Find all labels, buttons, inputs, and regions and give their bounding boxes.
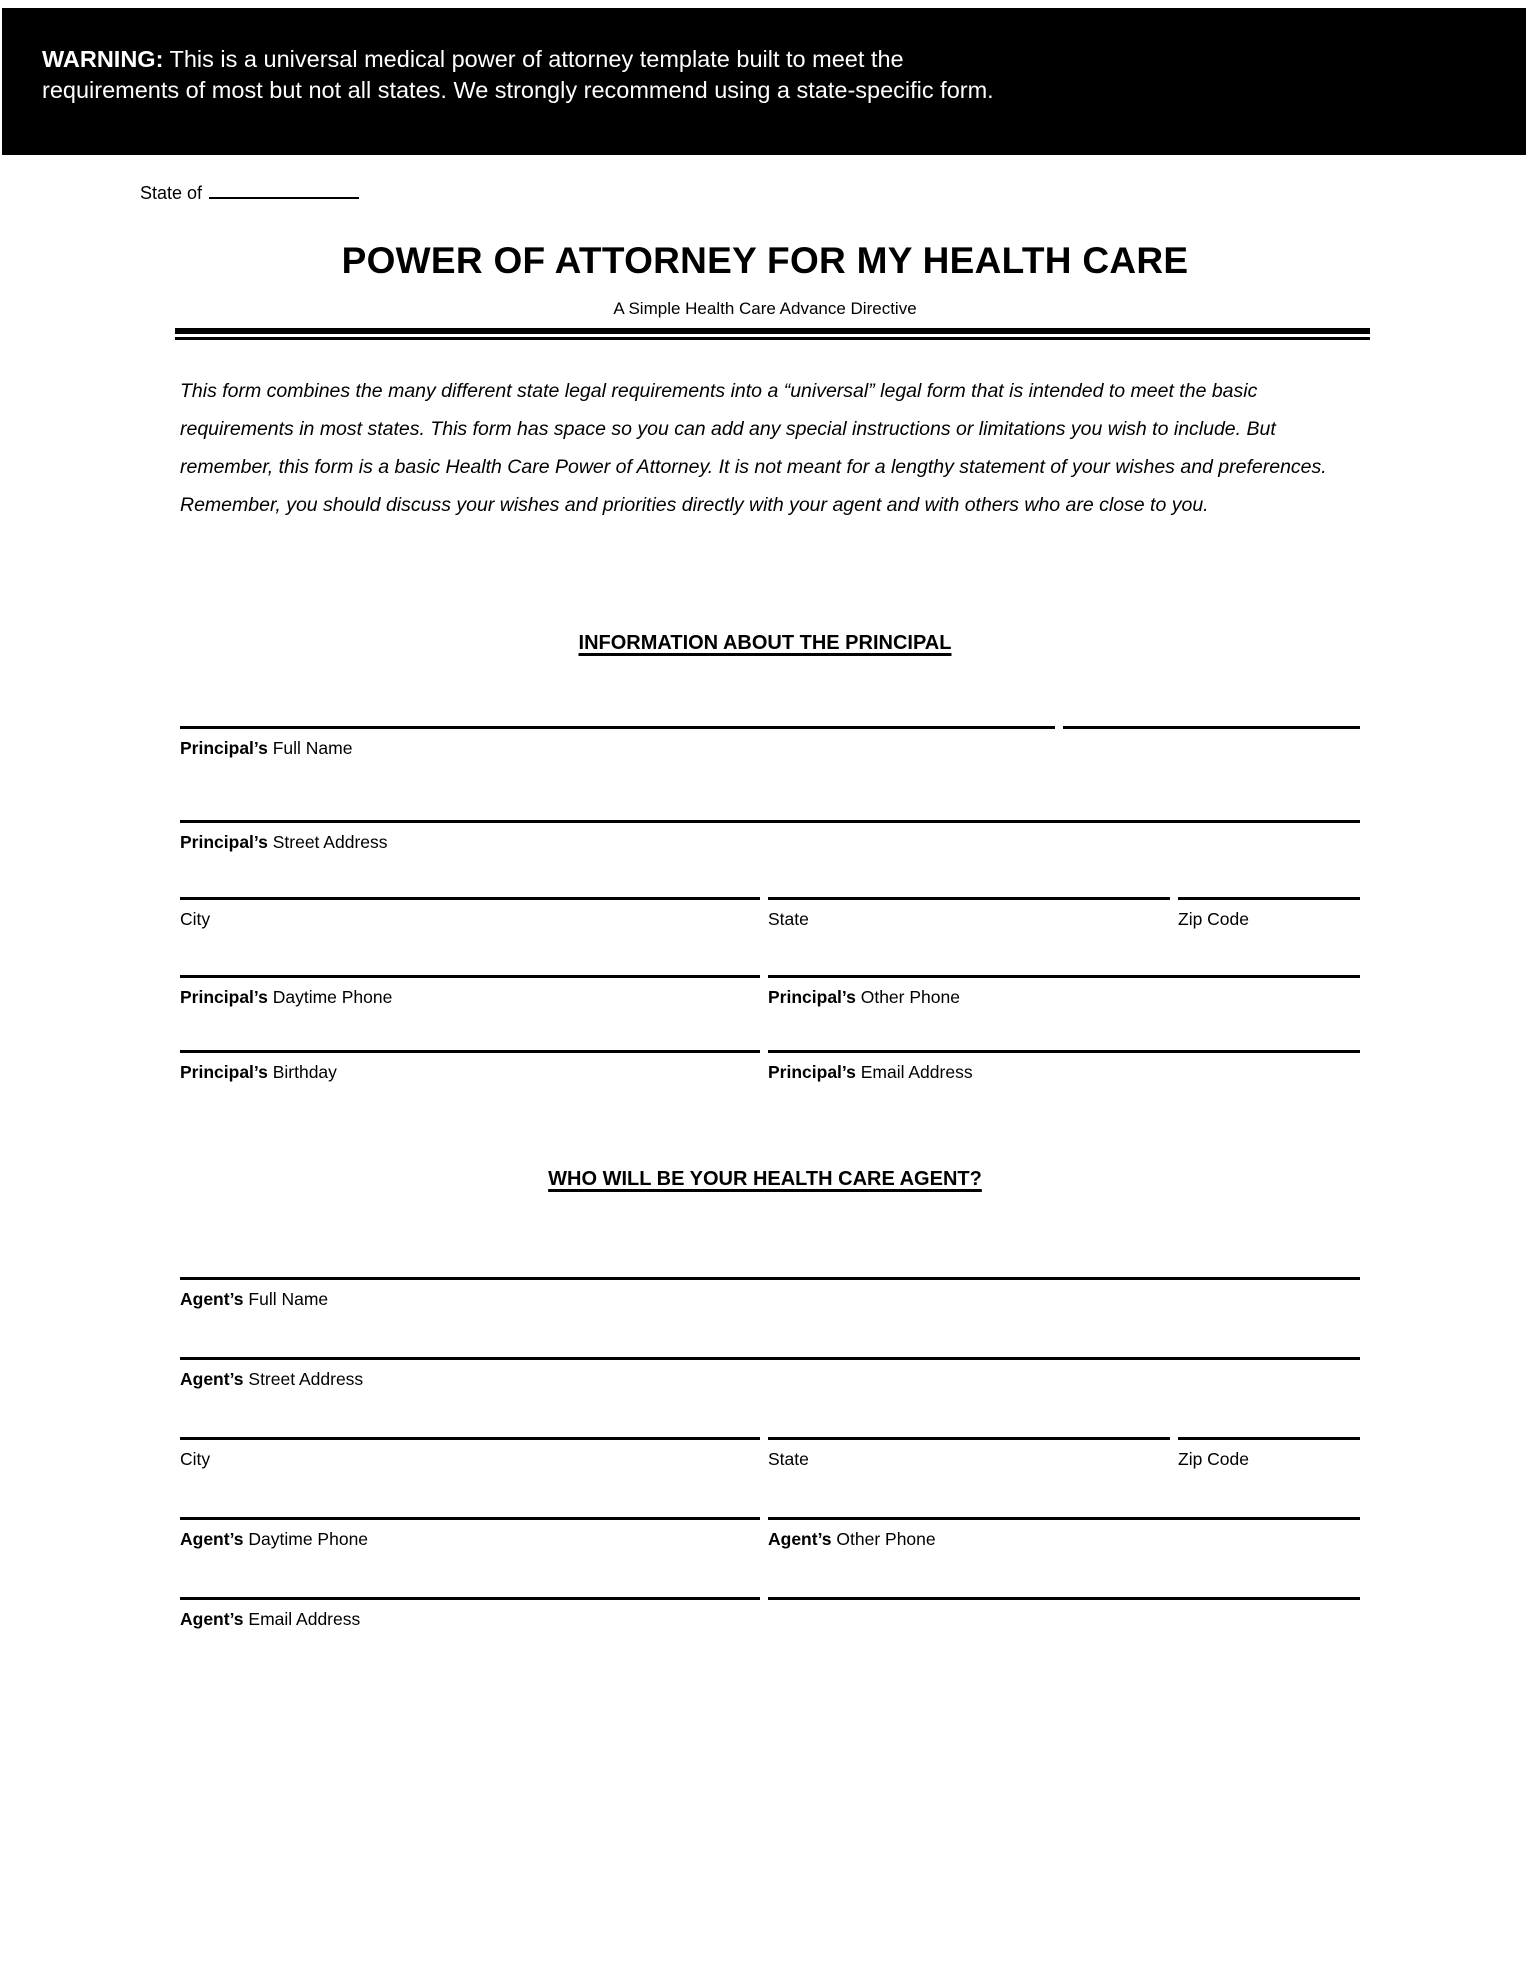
principal-full-name-row	[180, 726, 1360, 759]
principal-zip-label: Zip Code	[1178, 909, 1250, 929]
agent-email-line	[180, 1597, 760, 1630]
agent-email-extra-line	[768, 1597, 1360, 1630]
state-of-blank-line	[209, 182, 359, 199]
principal-street-address-line	[180, 820, 1360, 853]
agent-city-state-zip-row	[180, 1437, 1360, 1470]
principal-street-address-label: Principal’s Street Address	[180, 832, 388, 852]
warning-body: This is a universal medical power of attorney template built to meet the requirements of most but not all states. We strongly recommend using a state-specific form.	[42, 46, 994, 103]
principal-phones-row	[180, 975, 1360, 1008]
agent-state-label: State	[768, 1449, 809, 1469]
agent-email-label: Agent’s Email Address	[180, 1609, 361, 1629]
agent-zip-label: Zip Code	[1178, 1449, 1250, 1469]
agent-email-row	[180, 1597, 1360, 1630]
agent-street-address-line	[180, 1357, 1360, 1390]
agent-state-line	[768, 1437, 1170, 1470]
document-subtitle: A Simple Health Care Advance Directive	[613, 299, 917, 318]
principal-city-state-zip-row	[180, 897, 1360, 930]
principal-daytime-phone-line	[180, 975, 760, 1008]
agent-zip-line	[1178, 1437, 1360, 1470]
agent-other-phone-line	[768, 1517, 1360, 1550]
warning-prefix: WARNING:	[42, 46, 164, 72]
agent-other-phone-label: Agent’s Other Phone	[768, 1529, 936, 1549]
principal-birthday-line	[180, 1050, 760, 1083]
principal-zip-line	[1178, 897, 1360, 930]
agent-daytime-phone-label: Agent’s Daytime Phone	[180, 1529, 369, 1549]
intro-paragraph: This form combines the many different state legal requirements into a “universal” legal form that is intended to meet the basic requirements in most states. This form has space so you can add any special instructions or limitations you wish to include. But remember, this form is a basic Health Care Power of Attorney. It is not meant for a lengthy statement of your wishes and preferences. Remember, you should discuss your wishes and priorities directly with your agent and with others who are close to you.	[180, 380, 1327, 516]
principal-full-name-extra-line	[1063, 726, 1360, 759]
agent-full-name-line	[180, 1277, 1360, 1310]
principal-street-address-row	[180, 820, 1360, 853]
principal-other-phone-line	[768, 975, 1360, 1008]
agent-daytime-phone-line	[180, 1517, 760, 1550]
agent-full-name-row	[180, 1277, 1360, 1310]
title-divider-rule	[175, 328, 1370, 340]
principal-section-heading: INFORMATION ABOUT THE PRINCIPAL	[578, 632, 952, 654]
principal-full-name-line	[180, 726, 1055, 759]
agent-full-name-label: Agent’s Full Name	[180, 1289, 329, 1309]
warning-text	[42, 44, 1032, 106]
agent-section-heading: WHO WILL BE YOUR HEALTH CARE AGENT?	[548, 1168, 982, 1190]
principal-city-line	[180, 897, 760, 930]
state-of-label: State of	[140, 183, 203, 203]
warning-banner	[2, 8, 1526, 155]
principal-birthday-email-row	[180, 1050, 1360, 1083]
state-of-field	[140, 182, 359, 204]
agent-phones-row	[180, 1517, 1360, 1550]
agent-street-address-row	[180, 1357, 1360, 1390]
principal-state-label: State	[768, 909, 809, 929]
document-title: POWER OF ATTORNEY FOR MY HEALTH CARE	[341, 240, 1189, 281]
principal-state-line	[768, 897, 1170, 930]
principal-daytime-phone-label: Principal’s Daytime Phone	[180, 987, 393, 1007]
principal-full-name-label: Principal’s Full Name	[180, 738, 353, 758]
principal-other-phone-label: Principal’s Other Phone	[768, 987, 960, 1007]
principal-birthday-label: Principal’s Birthday	[180, 1062, 337, 1082]
agent-city-line	[180, 1437, 760, 1470]
principal-email-label: Principal’s Email Address	[768, 1062, 973, 1082]
principal-city-label: City	[180, 909, 211, 929]
agent-street-address-label: Agent’s Street Address	[180, 1369, 364, 1389]
agent-city-label: City	[180, 1449, 211, 1469]
principal-email-line	[768, 1050, 1360, 1083]
